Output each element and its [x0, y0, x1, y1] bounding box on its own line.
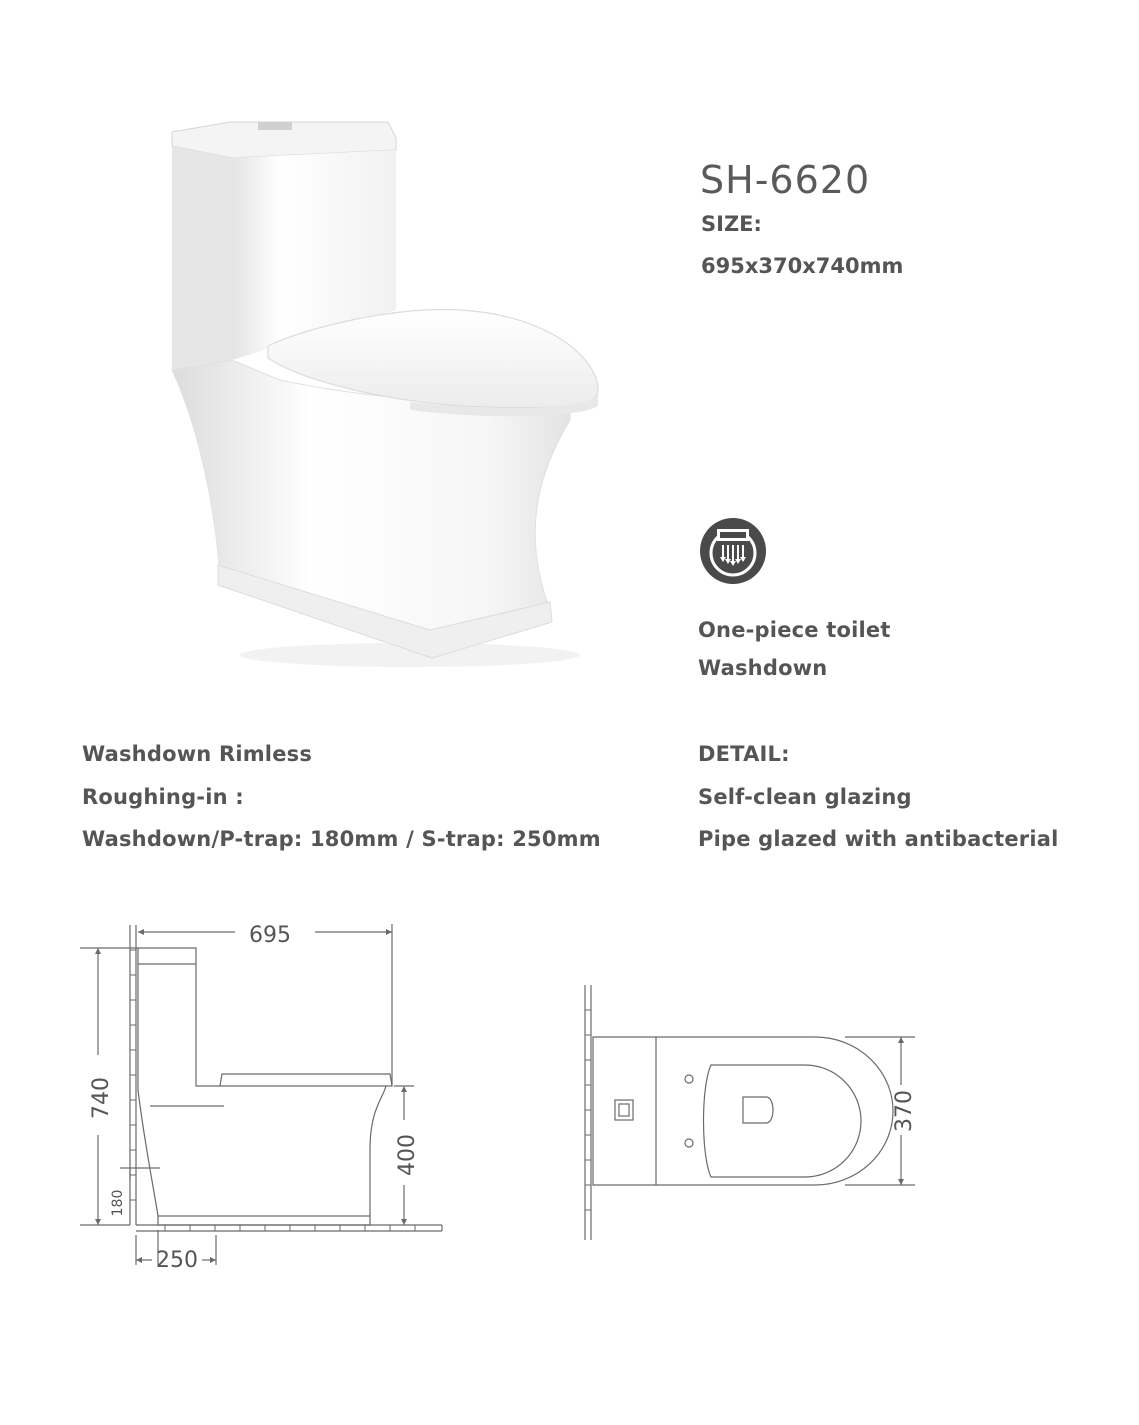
dim-ptrap-label: 180 — [110, 1189, 126, 1217]
detail-antibacterial: Pipe glazed with antibacterial — [698, 827, 1059, 851]
product-photo — [160, 110, 620, 680]
roughing-in-label: Roughing-in : — [82, 785, 244, 809]
dim-length-label: 695 — [249, 923, 291, 948]
dim-strap-label: 250 — [156, 1248, 198, 1273]
top-view-drawing — [575, 975, 935, 1245]
feature-washdown: Washdown — [698, 656, 828, 680]
dim-height-label: 740 — [89, 1077, 114, 1119]
dim-seat-height-label: 400 — [395, 1134, 420, 1176]
flush-type: Washdown Rimless — [82, 742, 313, 766]
side-view-drawing — [70, 910, 460, 1290]
washdown-flush-icon — [699, 517, 767, 585]
detail-glazing: Self-clean glazing — [698, 785, 912, 809]
dim-width-label: 370 — [892, 1090, 917, 1132]
size-value: 695x370x740mm — [701, 254, 904, 278]
model-number: SH-6620 — [700, 158, 871, 202]
roughing-in-values: Washdown/P-trap: 180mm / S-trap: 250mm — [82, 827, 601, 851]
size-label: SIZE: — [701, 212, 762, 236]
feature-one-piece: One-piece toilet — [698, 618, 891, 642]
detail-title: DETAIL: — [698, 742, 790, 766]
